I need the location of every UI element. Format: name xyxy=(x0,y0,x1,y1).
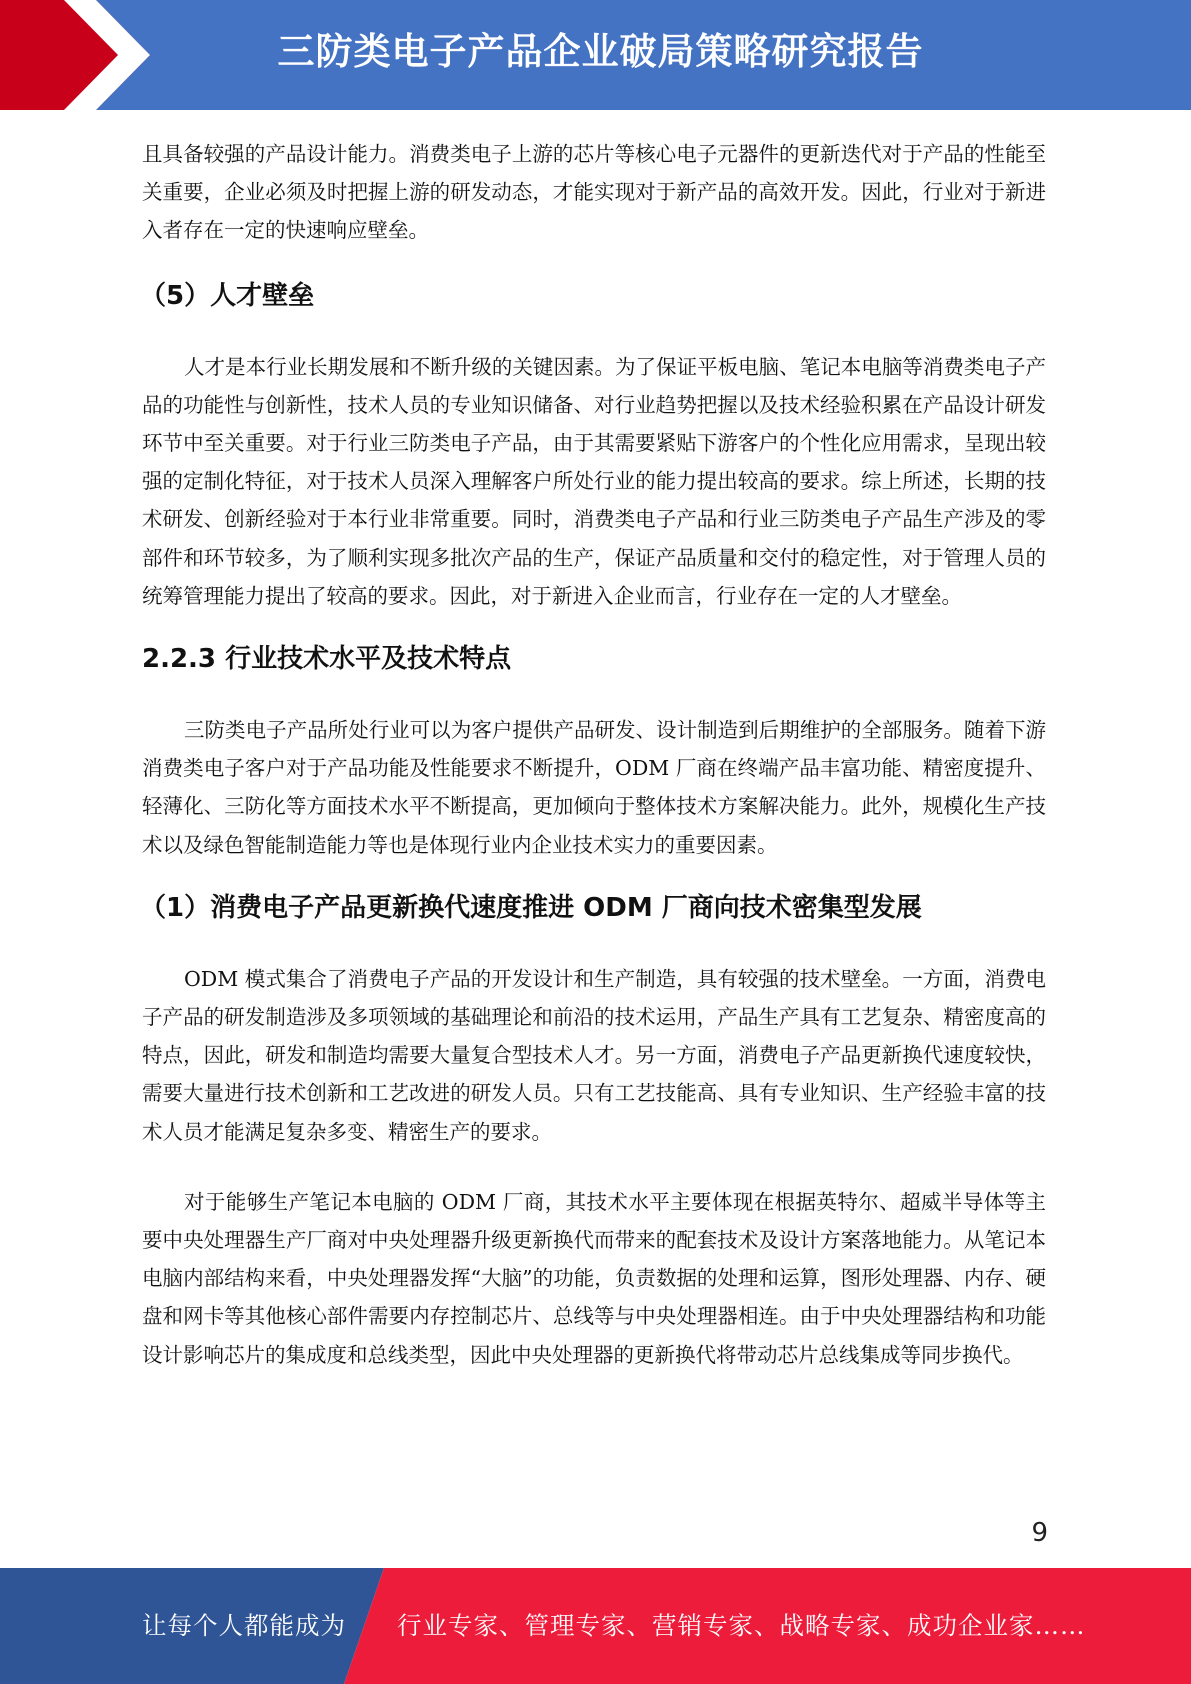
report-body xyxy=(142,130,1046,1374)
paragraph-response-barrier-continued: 且具备较强的产品设计能力。消费类电子上游的芯片等核心电子元器件的更新迭代对于产品的性能至关重要，企业必须及时把握上游的研发动态，才能实现对于新产品的高效开发。因此，行业对于新进入者存在一定的快速响应壁垒。 xyxy=(142,142,1046,243)
page-number: 9 xyxy=(1031,1518,1048,1548)
paragraph-laptop-odm: 对于能够生产笔记本电脑的 ODM 厂商，其技术水平主要体现在根据英特尔、超威半导体等主要中央处理器生产厂商对中央处理器升级更新换代而带来的配套技术及设计方案落地能力。从笔记本电脑内部结构来看，中央处理器发挥“大脑”的功能，负责数据的处理和运算，图形处理器、内存、硬盘和网卡等其他核心部件需要内存控制芯片、总线等与中央处理器相连。由于中央处理器结构和功能设计影响芯片的集成度和总线类型，因此中央处理器的更新换代将带动芯片总线集成等同步换代。 xyxy=(142,1189,1046,1367)
heading-talent-barrier: （5）人才壁垒 xyxy=(140,280,315,311)
paragraph-odm-model: ODM 模式集合了消费电子产品的开发设计和生产制造，具有较强的技术壁垒。一方面，消费电子产品的研发制造涉及多项领域的基础理论和前沿的技术运用，产品生产具有工艺复杂、精密度高的特点，因此，研发和制造均需要大量复合型技术人才。另一方面，消费电子产品更新换代速度较快，需要大量进行技术创新和工艺改进的研发人员。只有工艺技能高、具有专业知识、生产经验丰富的技术人员才能满足复杂多变、精密生产的要求。 xyxy=(142,966,1046,1144)
footer-slogan-right: 行业专家、管理专家、营销专家、战略专家、成功企业家…… xyxy=(397,1611,1086,1640)
heading-odm-tech-intensive: （1）消费电子产品更新换代速度推进 ODM 厂商向技术密集型发展 xyxy=(140,892,922,923)
heading-section-2-2-3: 2.2.3 行业技术水平及技术特点 xyxy=(142,644,512,675)
paragraph-tech-level: 三防类电子产品所处行业可以为客户提供产品研发、设计制造到后期维护的全部服务。随着下游消费类电子客户对于产品功能及性能要求不断提升，ODM 厂商在终端产品丰富功能、精密度提升、轻薄化、三防化等方面技术水平不断提高，更加倾向于整体技术方案解决能力。此外，规模化生产技术以及绿色智能制造能力等也是体现行业内企业技术实力的重要因素。 xyxy=(142,718,1046,857)
header-title: 三防类电子产品企业破局策略研究报告 xyxy=(277,30,924,73)
header-banner xyxy=(0,0,1191,110)
footer-slogan-left: 让每个人都能成为 xyxy=(142,1611,346,1640)
footer-banner xyxy=(0,1568,1191,1684)
paragraph-talent-barrier: 人才是本行业长期发展和不断升级的关键因素。为了保证平板电脑、笔记本电脑等消费类电子产品的功能性与创新性，技术人员的专业知识储备、对行业趋势把握以及技术经验积累在产品设计研发环节中至关重要。对于行业三防类电子产品，由于其需要紧贴下游客户的个性化应用需求，呈现出较强的定制化特征，对于技术人员深入理解客户所处行业的能力提出较高的要求。综上所述，长期的技术研发、创新经验对于本行业非常重要。同时，消费类电子产品和行业三防类电子产品生产涉及的零部件和环节较多，为了顺利实现多批次产品的生产，保证产品质量和交付的稳定性，对于管理人员的统筹管理能力提出了较高的要求。因此，对于新进入企业而言，行业存在一定的人才壁垒。 xyxy=(142,354,1046,608)
